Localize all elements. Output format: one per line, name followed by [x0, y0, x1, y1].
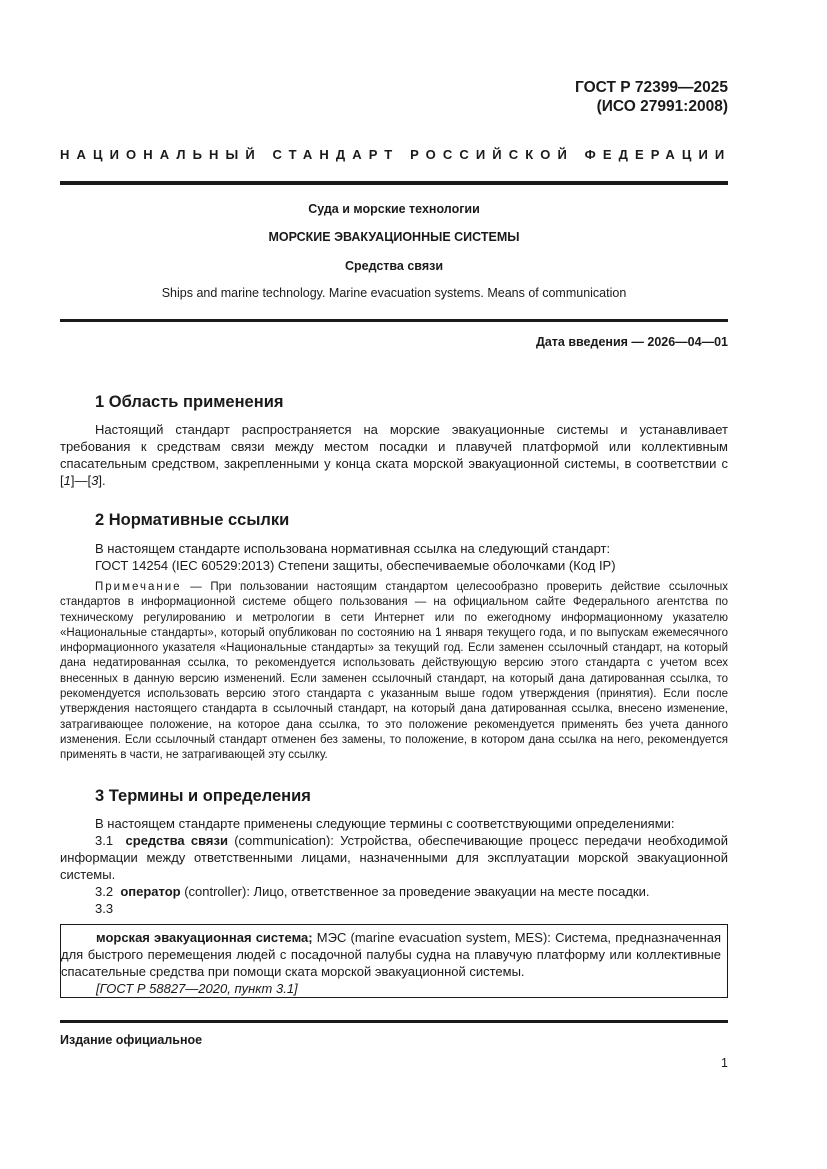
section-2-heading: 2 Нормативные ссылки	[95, 511, 290, 529]
section-1-heading: 1 Область применения	[95, 393, 284, 411]
note-text: — При пользовании настоящим стандартом целесообразно проверить действие ссылочных стандартов в информационной системе общего пользования — на официальном сайте Федерального агентства по техническому регулированию и метрологии в сети Интернет или по ежегодному информационному указателю «Национальные стандарты», который опубликован по состоянию на 1 января текущего года, и по выпускам ежемесячного информационного указателя «Национальные стандарты» за текущий год. Если заменен ссылочный стандарт, на который дана недатированная ссылка, то рекомендуется использовать действующую версию этого стандарта с учетом всех внесенных в данную версию изменений. Если заменен ссылочный стандарт, на который дана датированная ссылка, то рекомендуется использовать версию этого стандарта с указанным выше годом утверждения (принятия). Если после утверждения настоящего стандарта в ссылочный стандарт, на который дана датированная ссылка, внесено изменение, затрагивающее положение, на которое дана ссылка, то это положение рекомендуется применять без учета данного изменения. Если ссылочный стандарт отменен без замены, то положение, в котором дана ссылка на него, рекомендуется применять в части, не затрагивающей эту ссылку.	[60, 581, 728, 762]
title-rule	[60, 319, 728, 322]
box-term-definition: МЭС (marine evacuation system, MES): Система, предназначенная для быстрого перемещения людей с посадочной палубы судна на плавучую платформу или коллективные спасательные средства при помощи ската морской эвакуационной системы.	[61, 930, 721, 979]
section-2-body	[60, 540, 728, 574]
edition-label: Издание официальное	[60, 1033, 203, 1047]
section-1-text: Настоящий стандарт распространяется на морские эвакуационные системы и устанавливает требования к средствам связи между местом посадки и плавучей платформой или коллективным спасательным средством, закрепленными у конца ската морской эвакуационной системы, в соответствии с [	[60, 422, 728, 488]
box-term-title: морская эвакуационная система;	[96, 930, 313, 945]
footer-rule	[60, 1020, 728, 1023]
term-number: 3.2	[95, 884, 114, 899]
term-box	[60, 924, 728, 998]
section-3-body	[60, 815, 728, 917]
document-designation	[575, 78, 728, 116]
bibliography-ref: 3	[91, 473, 99, 488]
category-title: Суда и морские технологии	[308, 202, 480, 216]
terms-intro: В настоящем стандарте применены следующие термины с соответствующими определениями:	[95, 816, 675, 831]
main-title: МОРСКИЕ ЭВАКУАЦИОННЫЕ СИСТЕМЫ	[268, 230, 520, 244]
bibliography-ref: 1	[63, 473, 71, 488]
section-1-text-dash: ]—[	[70, 473, 92, 488]
introduction-date: Дата введения — 2026—04—01	[535, 335, 728, 349]
term-definition: (communication): Устройства, обеспечивающие процесс передачи необходимой информации между ответственными лицами, назначенными для эксплуатации морской эвакуационной системы.	[60, 833, 728, 882]
normative-reference: ГОСТ 14254 (IEC 60529:2013) Степени защиты, обеспечиваемые оболочками (Код IP)	[95, 558, 616, 573]
term-3-3	[60, 900, 728, 917]
section-3-heading: 3 Термины и определения	[95, 787, 311, 805]
national-standard-banner: НАЦИОНАЛЬНЫЙ СТАНДАРТ РОССИЙСКОЙ ФЕДЕРАЦИИ	[60, 147, 732, 162]
sub-title: Средства связи	[344, 259, 444, 273]
iso-number: (ИСО 27991:2008)	[596, 98, 728, 115]
term-definition: (controller): Лицо, ответственное за проведение эвакуации на месте посадки.	[180, 884, 650, 899]
term-3-1	[60, 832, 728, 883]
term-title: оператор	[120, 884, 181, 899]
term-number: 3.3	[95, 901, 114, 916]
gost-number: ГОСТ Р 72399—2025	[575, 79, 728, 96]
box-term-source: [ГОСТ Р 58827—2020, пункт 3.1]	[96, 981, 298, 996]
header-rule	[60, 181, 728, 185]
normative-intro: В настоящем стандарте использована нормативная ссылка на следующий стандарт:	[95, 541, 611, 556]
page-number: 1	[721, 1056, 728, 1070]
term-3-2	[60, 883, 728, 900]
note-block	[60, 580, 728, 764]
english-title: Ships and marine technology. Marine evacuation systems. Means of communication	[161, 286, 627, 300]
section-1-text-end: ].	[98, 473, 106, 488]
section-1-body	[60, 421, 728, 489]
term-number: 3.1	[95, 833, 114, 848]
note-label: Примечание	[95, 581, 182, 593]
term-title: средства связи	[125, 833, 228, 848]
